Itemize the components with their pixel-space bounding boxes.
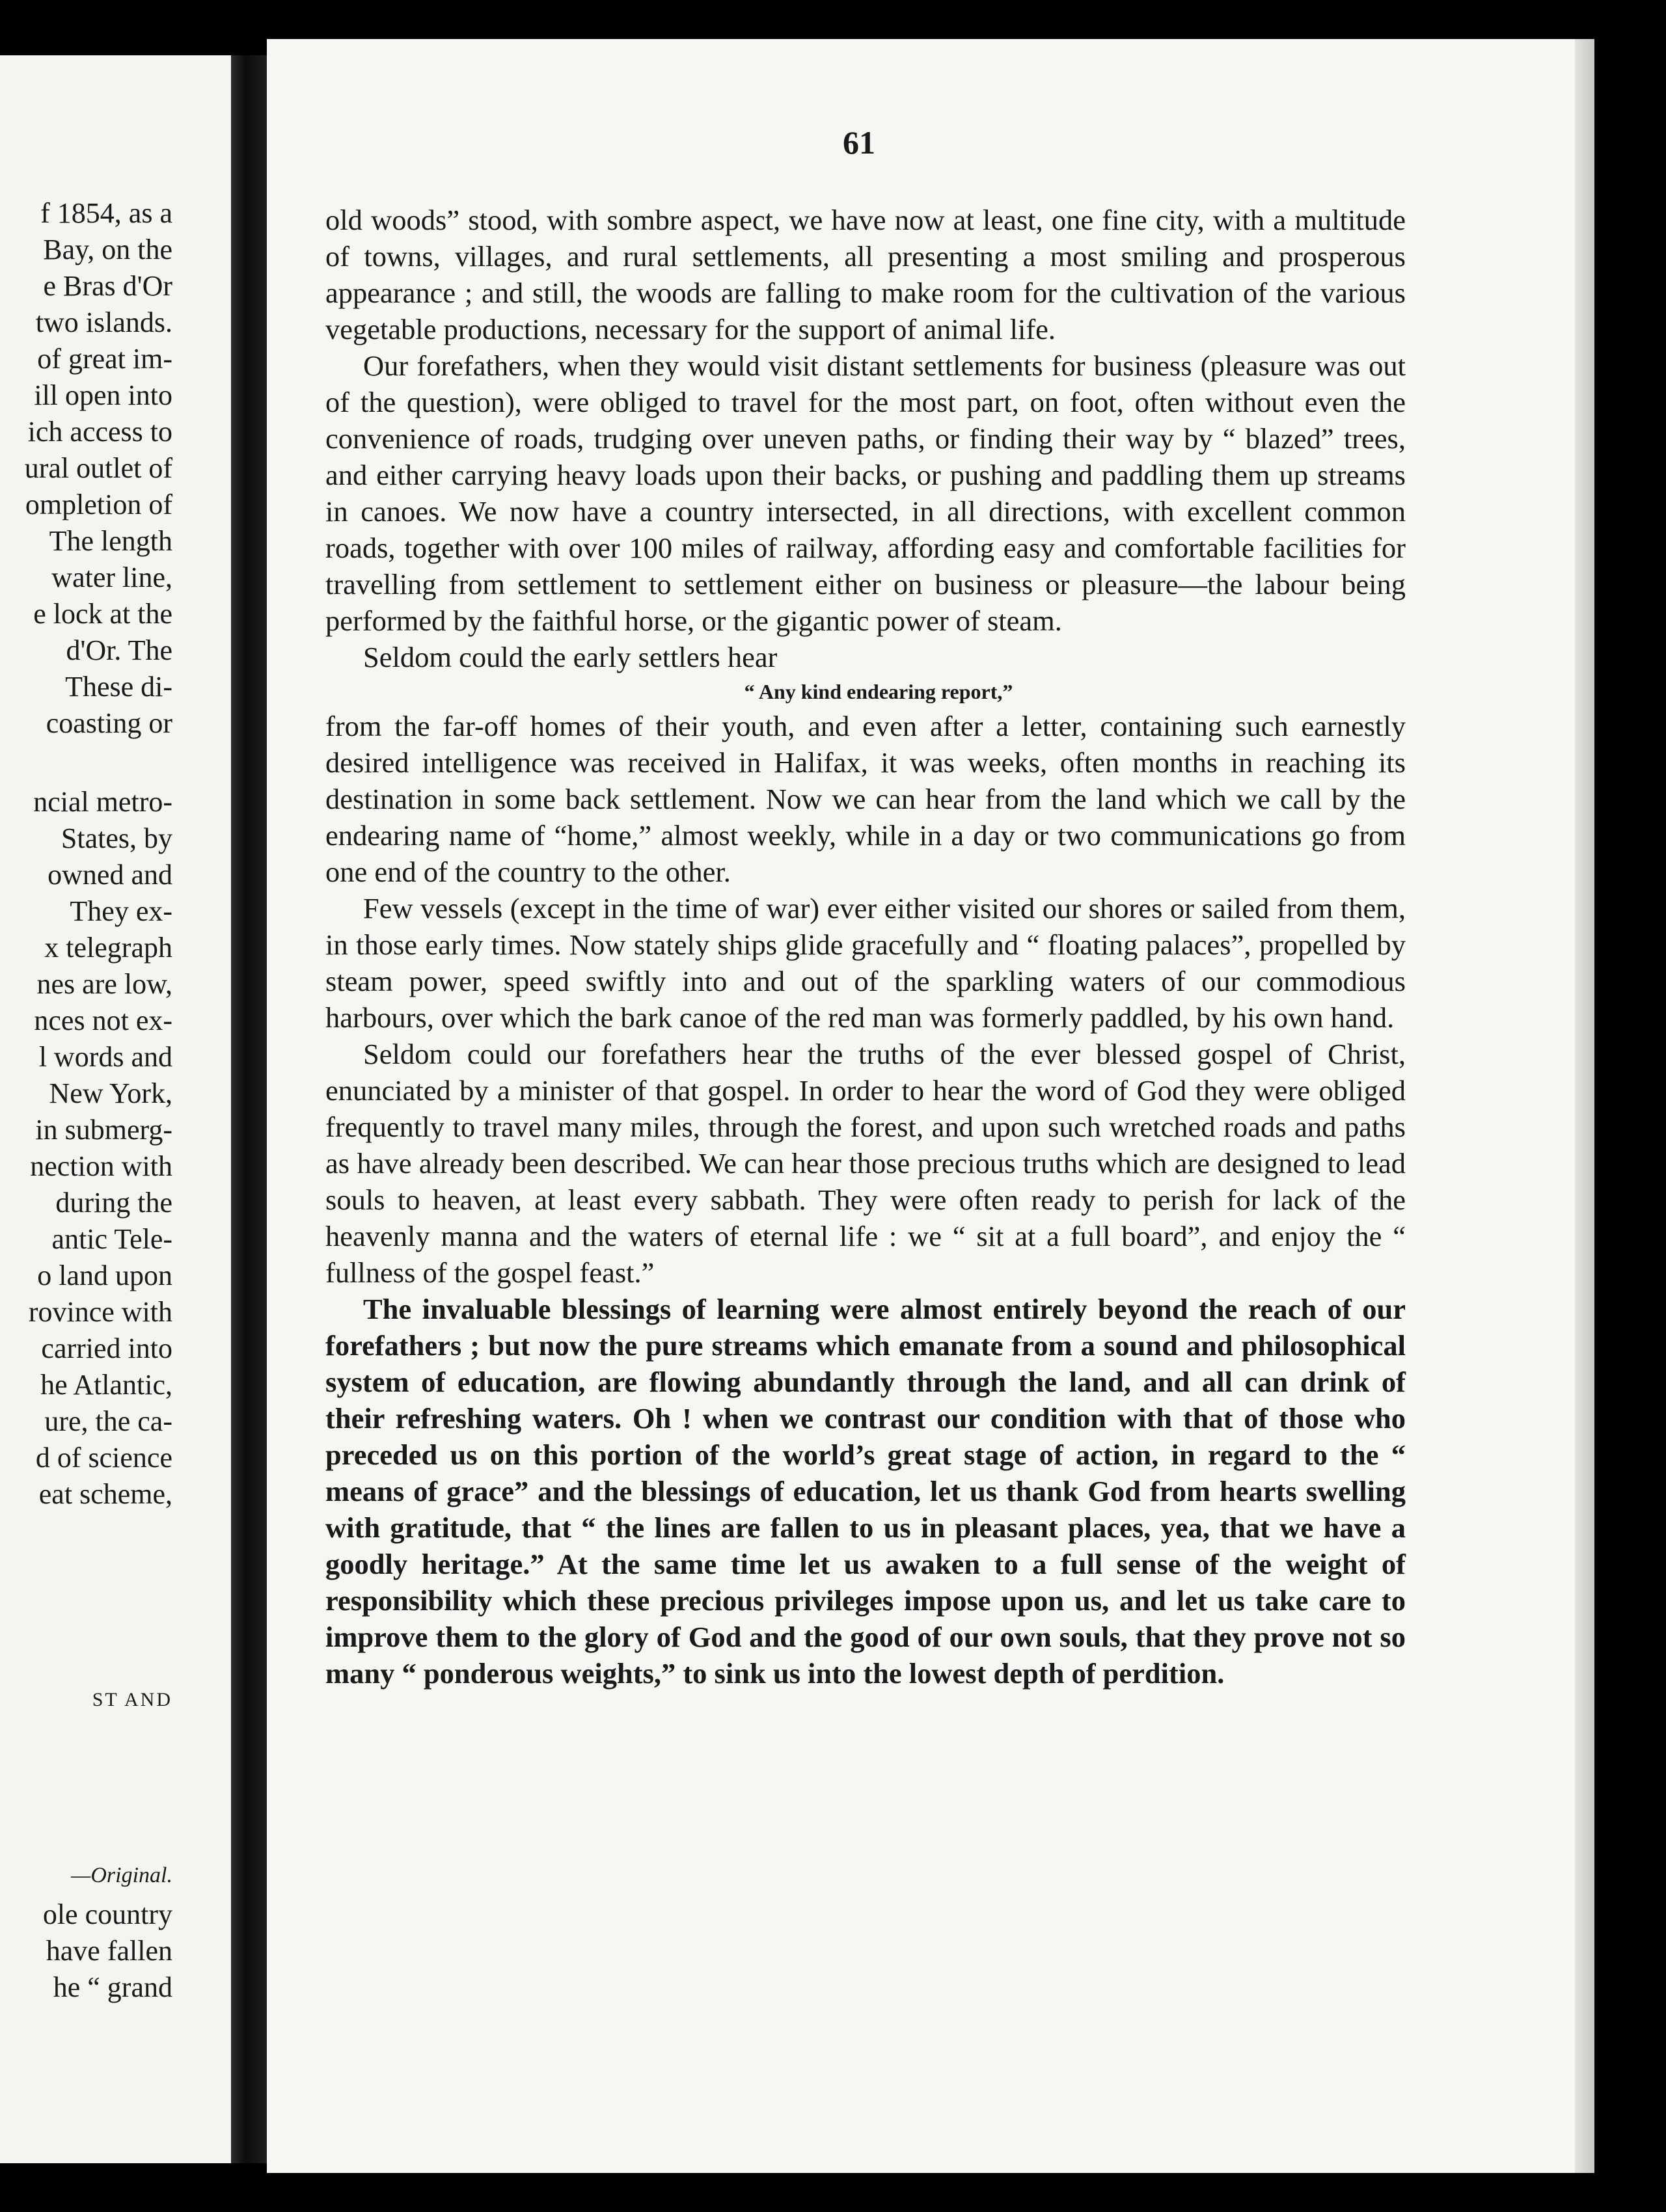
left-page-line: f 1854, as a <box>40 197 172 229</box>
left-page-line: States, by <box>61 822 172 854</box>
paragraph: from the far-off homes of their youth, and even after a letter, containing such earnestly desired intelligence was received in Halifax, it was weeks, often months in reaching its destination in some back settlement. Now we can hear from the land which we call by the endearing name of “home,” almost weekly, while in a day or two communications go from one end of the country to the other. <box>325 710 1406 888</box>
left-page-line: ole country <box>42 1898 172 1930</box>
left-page-line: x telegraph <box>44 932 172 964</box>
left-page-line: e lock at the <box>33 598 172 630</box>
left-page-line: New York, <box>49 1077 172 1109</box>
left-page-line: ural outlet of <box>24 452 172 484</box>
left-facing-page <box>0 55 231 2163</box>
left-page-line: owned and <box>48 859 172 891</box>
left-page-line: in submerg- <box>35 1114 172 1146</box>
book-spine <box>231 55 267 2163</box>
left-page-section-heading: ST AND <box>92 1689 172 1710</box>
left-page-line: nces not ex- <box>34 1005 172 1036</box>
left-page-line: Bay, on the <box>43 234 172 265</box>
left-page-line: he Atlantic, <box>40 1369 172 1401</box>
left-page-line: rovince with <box>28 1296 172 1328</box>
left-page-line: he “ grand <box>53 1971 172 2003</box>
left-page-line: nection with <box>30 1150 172 1182</box>
left-page-line: two islands. <box>35 306 172 338</box>
left-page-line: coasting or <box>46 707 172 739</box>
paragraph: Few vessels (except in the time of war) ever either visited our shores or sailed from them, in those early times. Now stately ships glide gracefully and “ floating palaces”, propelled by steam power, speed swiftly into and out of the sparkling waters of our commodious harbours, over which the bark canoe of the red man was formerly paddled, by his own hand. <box>325 892 1406 1034</box>
left-page-line: l words and <box>38 1041 172 1073</box>
paragraph: Seldom could our forefathers hear the truths of the ever blessed gospel of Christ, enunciated by a minister of that gospel. In order to hear the word of God they were obliged frequently to travel many miles, through the forest, and upon such wretched roads and paths as have already been described. We can hear those precious truths which are designed to lead souls to heaven, at least every sabbath. They were often ready to perish for lack of the heavenly manna and the waters of eternal life : we “ sit at a full board”, and enjoy the “ fullness of the gospel feast.” <box>325 1038 1406 1289</box>
left-page-line: ure, the ca- <box>44 1405 172 1437</box>
left-page-line: The length <box>49 525 172 557</box>
left-page-line: e Bras d'Or <box>43 270 172 302</box>
left-page-line: They ex- <box>70 895 172 927</box>
left-page-line: have fallen <box>46 1935 172 1967</box>
left-page-line: d'Or. The <box>66 634 172 666</box>
right-page <box>267 39 1594 2173</box>
left-page-line: water line, <box>51 561 172 593</box>
left-page-attribution: —Original. <box>71 1863 172 1887</box>
left-page-line: carried into <box>41 1332 172 1364</box>
left-page-line: d of science <box>35 1442 172 1474</box>
page-edge <box>1575 39 1594 2173</box>
block-quote: “ Any kind endearing report,” <box>744 680 1013 703</box>
paragraph: The invaluable blessings of learning were almost entirely beyond the reach of our forefathers ; but now the pure streams which emanate from a sound and philosophical system of education, are flowing abundantly through the land, and all can drink of their refreshing waters. Oh ! when we contrast our condition with that of those who preceded us on this portion of the world’s great stage of action, in regard to the “ means of grace” and the blessings of education, let us thank God from hearts swelling with gratitude, that “ the lines are fallen to us in pleasant places, yea, that we have a goodly heritage.” At the same time let us awaken to a full sense of the weight of responsibility which these precious privileges impose upon us, and let us take care to improve them to the glory of God and the good of our own souls, that they prove not so many “ ponderous weights,” to sink us into the lowest depth of perdition. <box>325 1293 1406 1690</box>
body-text <box>325 202 1406 1692</box>
left-page-line: These di- <box>65 671 172 703</box>
left-page-line: antic Tele- <box>51 1223 172 1255</box>
left-page-line: o land upon <box>37 1260 172 1291</box>
left-page-line: of great im- <box>37 343 172 375</box>
left-page-line: ompletion of <box>25 489 172 520</box>
left-page-line: eat scheme, <box>38 1478 172 1510</box>
left-page-line: ich access to <box>27 416 172 448</box>
left-page-line: nes are low, <box>36 968 172 1000</box>
left-page-line: ill open into <box>34 379 172 411</box>
page-number: 61 <box>843 124 875 161</box>
left-page-line: ncial metro- <box>33 786 172 818</box>
paragraph: Our forefathers, when they would visit distant settlements for business (pleasure was out of the question), were obliged to travel for the most part, on foot, often without even the convenience of roads, trudging over uneven paths, or finding their way by “ blazed” trees, and either carrying heavy loads upon their backs, or pushing and paddling them up streams in canoes. We now have a country intersected, in all directions, with excellent common roads, together with over 100 miles of railway, affording easy and comfortable facilities for travelling from settlement to settlement either on business or pleasure—the labour being performed by the faithful horse, or the gigantic power of steam. <box>325 349 1406 637</box>
left-page-line: during the <box>55 1187 172 1219</box>
paragraph: old woods” stood, with sombre aspect, we have now at least, one fine city, with a multitude of towns, villages, and rural settlements, all presenting a most smiling and prosperous appearance ; and still, the woods are falling to make room for the cultivation of the various vegetable productions, necessary for the support of animal life. <box>325 204 1406 345</box>
paragraph: Seldom could the early settlers hear <box>363 641 778 673</box>
